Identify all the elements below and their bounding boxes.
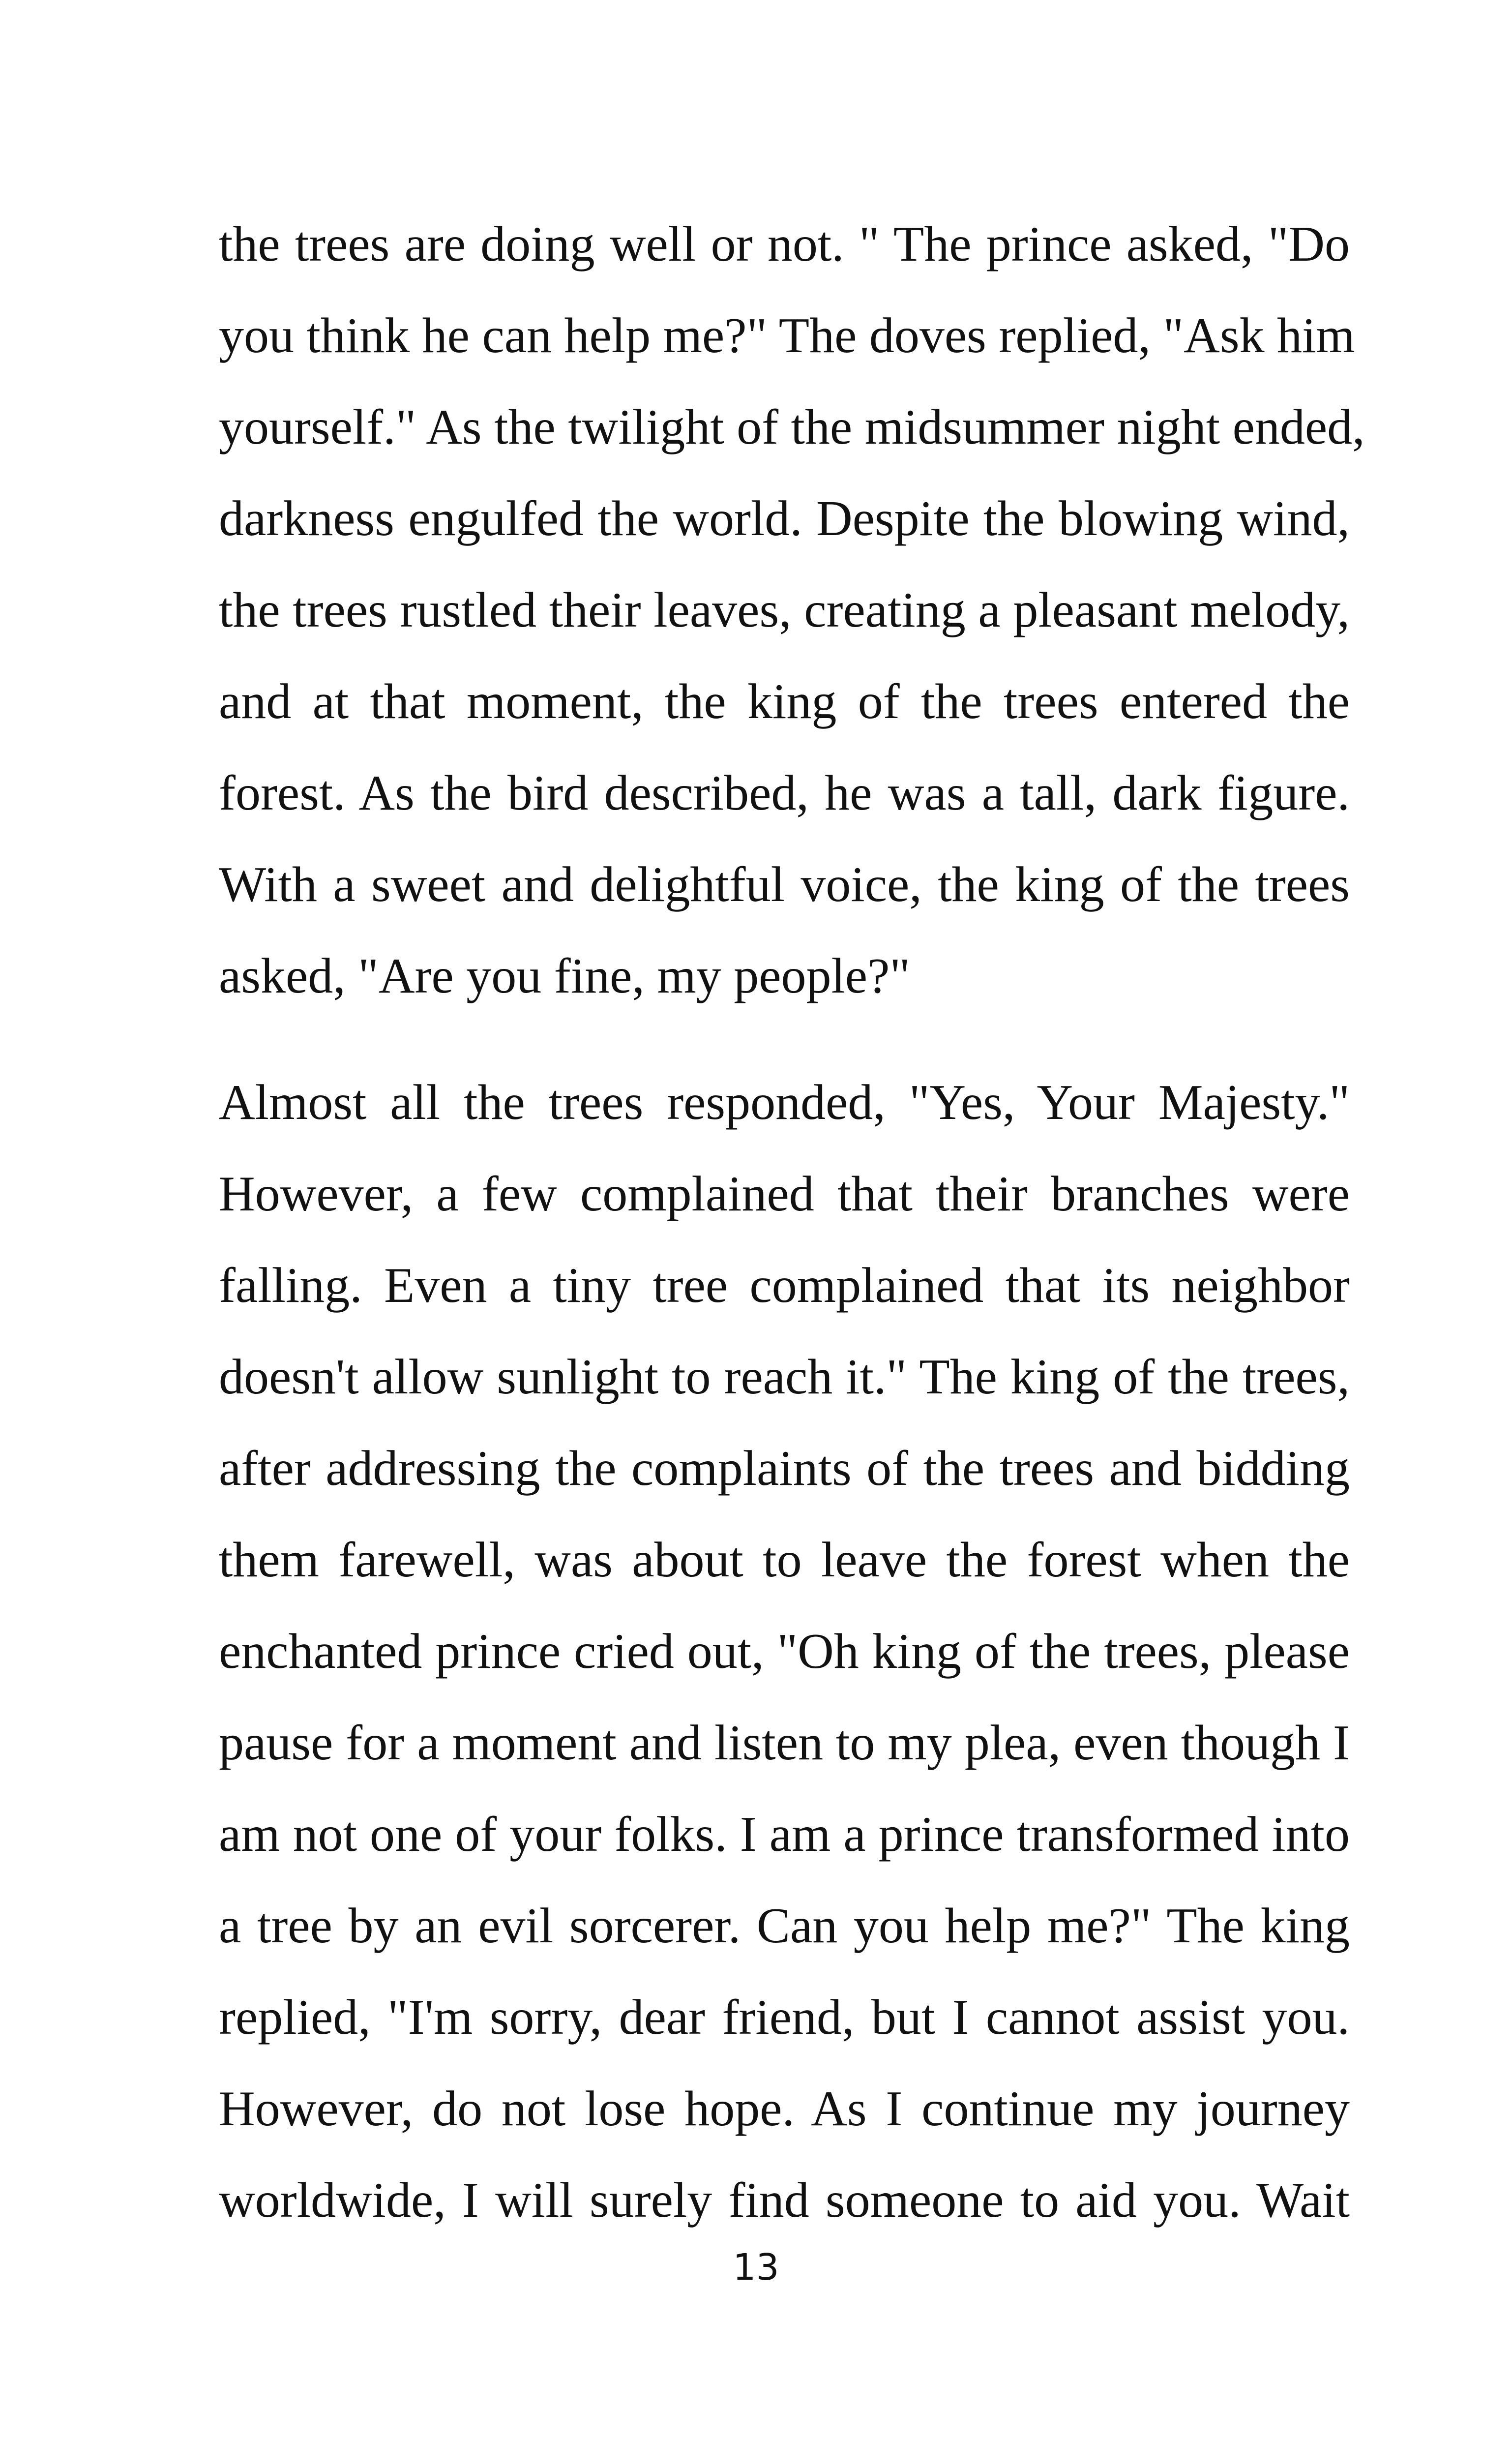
paragraph-2-line: However, do not lose hope. As I continue my journey [219, 2081, 1350, 2137]
paragraph-2-line: Almost all the trees responded, "Yes, Your Majesty." [219, 1075, 1350, 1130]
paragraph-2-line: replied, "I'm sorry, dear friend, but I cannot assist you. [219, 1990, 1350, 2045]
paragraph-2-line: doesn't allow sunlight to reach it." The king of the trees, [219, 1349, 1350, 1405]
paragraph-2-line: after addressing the complaints of the trees and bidding [219, 1441, 1350, 1496]
paragraph-1-line: asked, "Are you fine, my people?" [219, 948, 910, 1004]
paragraph-1-line: yourself." As the twilight of the midsummer night ended, [219, 399, 1365, 455]
paragraph-2-line: am not one of your folks. I am a prince transformed into [219, 1807, 1350, 1862]
paragraph-2-line: enchanted prince cried out, "Oh king of the trees, please [219, 1624, 1350, 1679]
paragraph-1-line: and at that moment, the king of the trees entered the [219, 674, 1350, 729]
paragraph-1-line: forest. As the bird described, he was a tall, dark figure. [219, 765, 1350, 821]
paragraph-2-line: worldwide, I will surely find someone to aid you. Wait [219, 2172, 1350, 2228]
paragraph-1-line: you think he can help me?" The doves replied, "Ask him [219, 308, 1355, 363]
paragraph-2-line: However, a few complained that their branches were [219, 1166, 1350, 1222]
paragraph-2-line: pause for a moment and listen to my plea, even though I [219, 1715, 1350, 1771]
paragraph-1-line: With a sweet and delightful voice, the king of the trees [219, 857, 1350, 912]
paragraph-1-line: darkness engulfed the world. Despite the blowing wind, [219, 491, 1350, 546]
paragraph-1-line: the trees are doing well or not. " The prince asked, "Do [219, 216, 1350, 272]
page-number: 13 [733, 2246, 779, 2289]
paragraph-2-line: a tree by an evil sorcerer. Can you help me?" The king [219, 1898, 1350, 1954]
paragraph-1-line: the trees rustled their leaves, creating a pleasant melody, [219, 582, 1350, 638]
paragraph-2-line: them farewell, was about to leave the forest when the [219, 1532, 1350, 1588]
paragraph-2-line: falling. Even a tiny tree complained that its neighbor [219, 1258, 1350, 1313]
